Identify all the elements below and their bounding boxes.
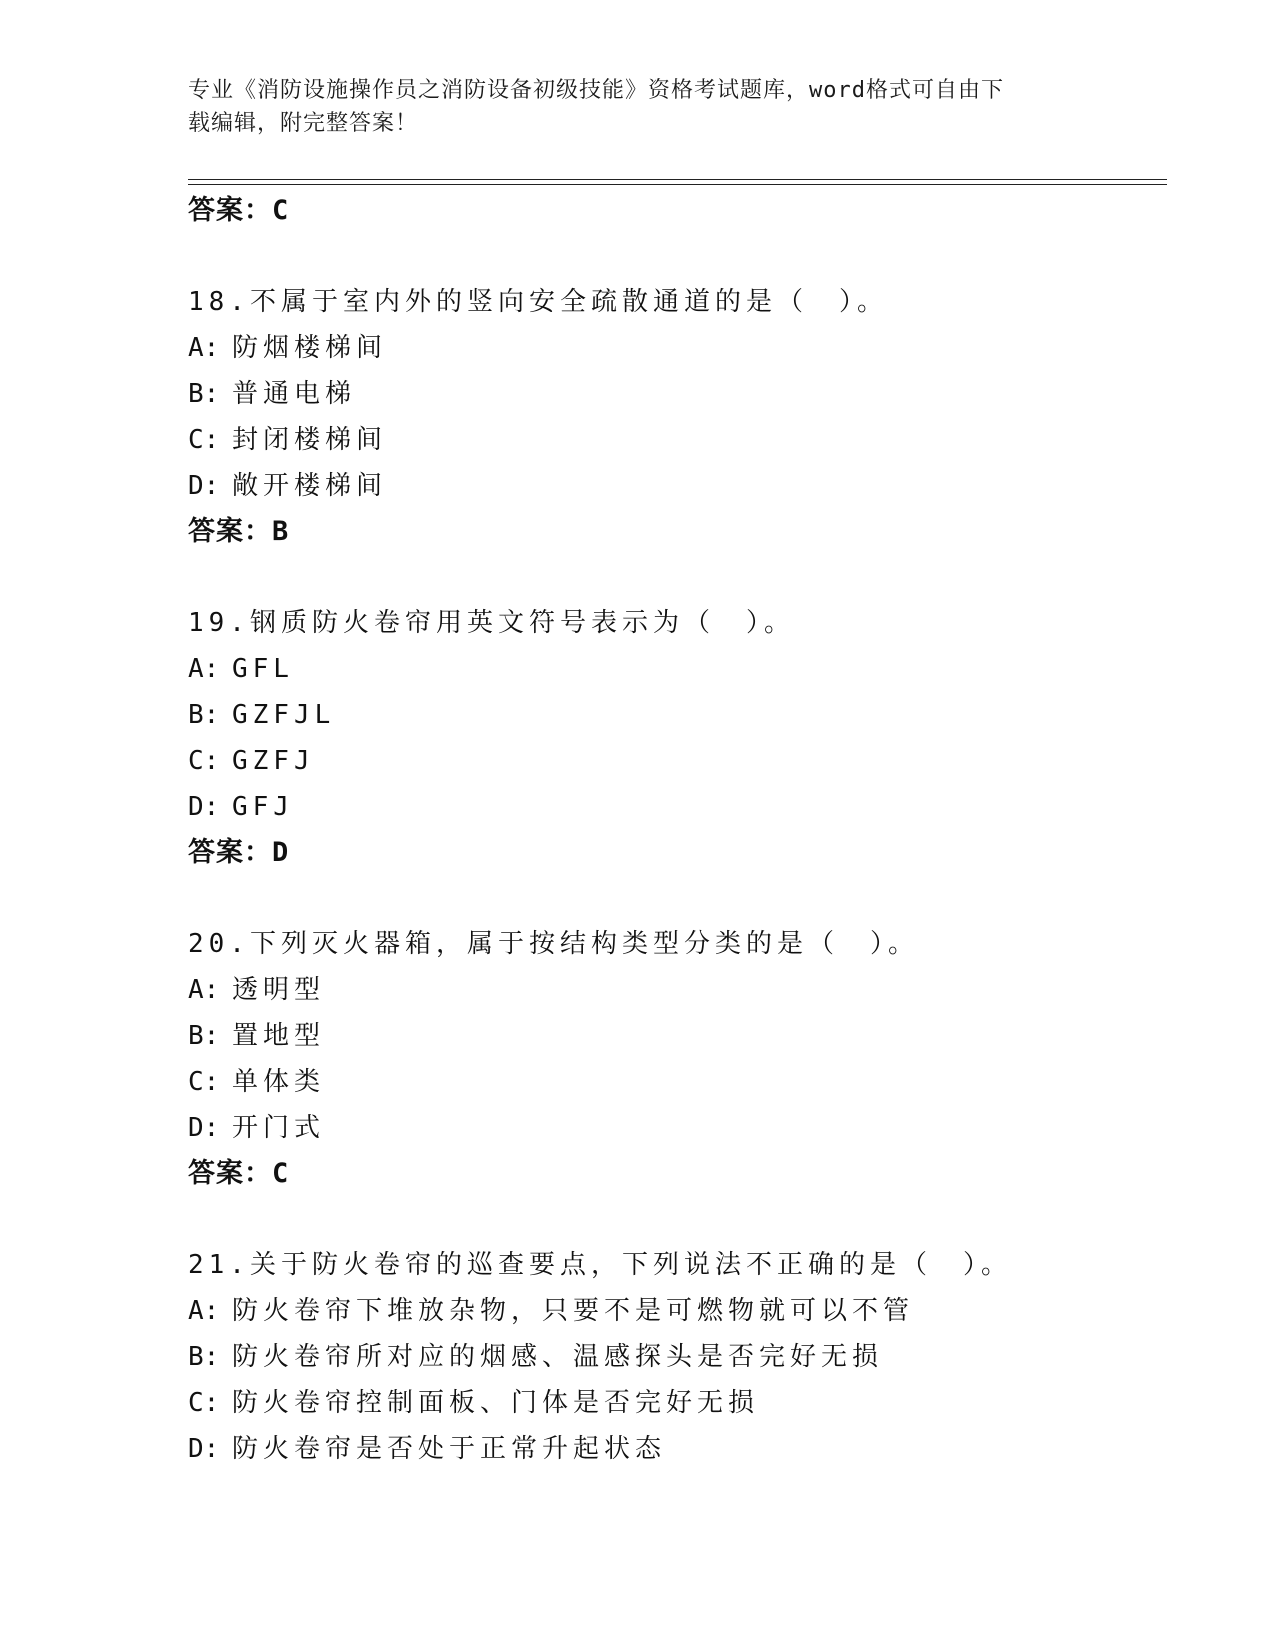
option-d xyxy=(188,1426,1168,1472)
option-letter: C: xyxy=(188,425,220,455)
option-letter: A: xyxy=(188,1296,220,1326)
option-a xyxy=(188,325,1168,371)
option-letter: B: xyxy=(188,379,220,409)
option-text: GZFJ xyxy=(232,746,315,776)
option-text: 防火卷帘下堆放杂物，只要不是可燃物就可以不管 xyxy=(232,1296,915,1326)
option-b xyxy=(188,371,1168,417)
option-letter: D: xyxy=(188,1113,220,1143)
question-block-19 xyxy=(188,600,1168,876)
option-text: 开门式 xyxy=(232,1113,326,1143)
option-b xyxy=(188,692,1168,738)
spacer xyxy=(188,1197,1168,1242)
header-line-1: 专业《消防设施操作员之消防设备初级技能》资格考试题库，word格式可自由下 xyxy=(188,78,1004,103)
question-block-21 xyxy=(188,1242,1168,1472)
option-text: GFL xyxy=(232,654,294,684)
option-text: 防火卷帘是否处于正常升起状态 xyxy=(232,1434,667,1464)
answer-line: 答案：C xyxy=(188,1158,290,1189)
header-divider-top xyxy=(188,179,1167,180)
answer-line: 答案：B xyxy=(188,516,290,547)
option-letter: A: xyxy=(188,654,220,684)
option-letter: B: xyxy=(188,1342,220,1372)
option-letter: D: xyxy=(188,1434,220,1464)
option-b xyxy=(188,1013,1168,1059)
option-text: GFJ xyxy=(232,792,294,822)
option-letter: A: xyxy=(188,975,220,1005)
option-c xyxy=(188,1380,1168,1426)
option-letter: C: xyxy=(188,746,220,776)
header-divider-bottom xyxy=(188,184,1167,185)
option-text: 防火卷帘控制面板、门体是否完好无损 xyxy=(232,1388,760,1418)
question-stem: 19.钢质防火卷帘用英文符号表示为（ ）。 xyxy=(188,608,795,638)
option-c xyxy=(188,417,1168,463)
header-line-2: 载编辑，附完整答案！ xyxy=(188,111,419,136)
option-a xyxy=(188,646,1168,692)
question-stem: 21.关于防火卷帘的巡查要点，下列说法不正确的是（ ）。 xyxy=(188,1250,1012,1280)
option-letter: C: xyxy=(188,1388,220,1418)
option-a xyxy=(188,1288,1168,1334)
option-text: GZFJL xyxy=(232,700,336,730)
option-text: 防火卷帘所对应的烟感、温感探头是否完好无损 xyxy=(232,1342,884,1372)
document-header xyxy=(188,74,1088,140)
previous-answer: 答案：C xyxy=(188,195,290,226)
option-d xyxy=(188,1105,1168,1151)
spacer xyxy=(188,555,1168,600)
option-letter: A: xyxy=(188,333,220,363)
option-b xyxy=(188,1334,1168,1380)
answer-line: 答案：D xyxy=(188,837,290,868)
option-text: 普通电梯 xyxy=(232,379,357,409)
question-block-20 xyxy=(188,921,1168,1197)
option-a xyxy=(188,967,1168,1013)
option-c xyxy=(188,1059,1168,1105)
option-d xyxy=(188,784,1168,830)
question-stem: 20.下列灭火器箱，属于按结构类型分类的是（ ）。 xyxy=(188,929,919,959)
question-list xyxy=(188,188,1168,1472)
option-letter: B: xyxy=(188,1021,220,1051)
option-d xyxy=(188,463,1168,509)
option-c xyxy=(188,738,1168,784)
option-text: 置地型 xyxy=(232,1021,326,1051)
spacer xyxy=(188,234,1168,279)
option-letter: C: xyxy=(188,1067,220,1097)
option-text: 敞开楼梯间 xyxy=(232,471,388,501)
option-letter: B: xyxy=(188,700,220,730)
option-text: 防烟楼梯间 xyxy=(232,333,388,363)
question-stem: 18.不属于室内外的竖向安全疏散通道的是（ ）。 xyxy=(188,287,888,317)
option-text: 透明型 xyxy=(232,975,326,1005)
option-text: 单体类 xyxy=(232,1067,326,1097)
option-letter: D: xyxy=(188,471,220,501)
spacer xyxy=(188,876,1168,921)
option-letter: D: xyxy=(188,792,220,822)
option-text: 封闭楼梯间 xyxy=(232,425,388,455)
question-block-18 xyxy=(188,279,1168,555)
